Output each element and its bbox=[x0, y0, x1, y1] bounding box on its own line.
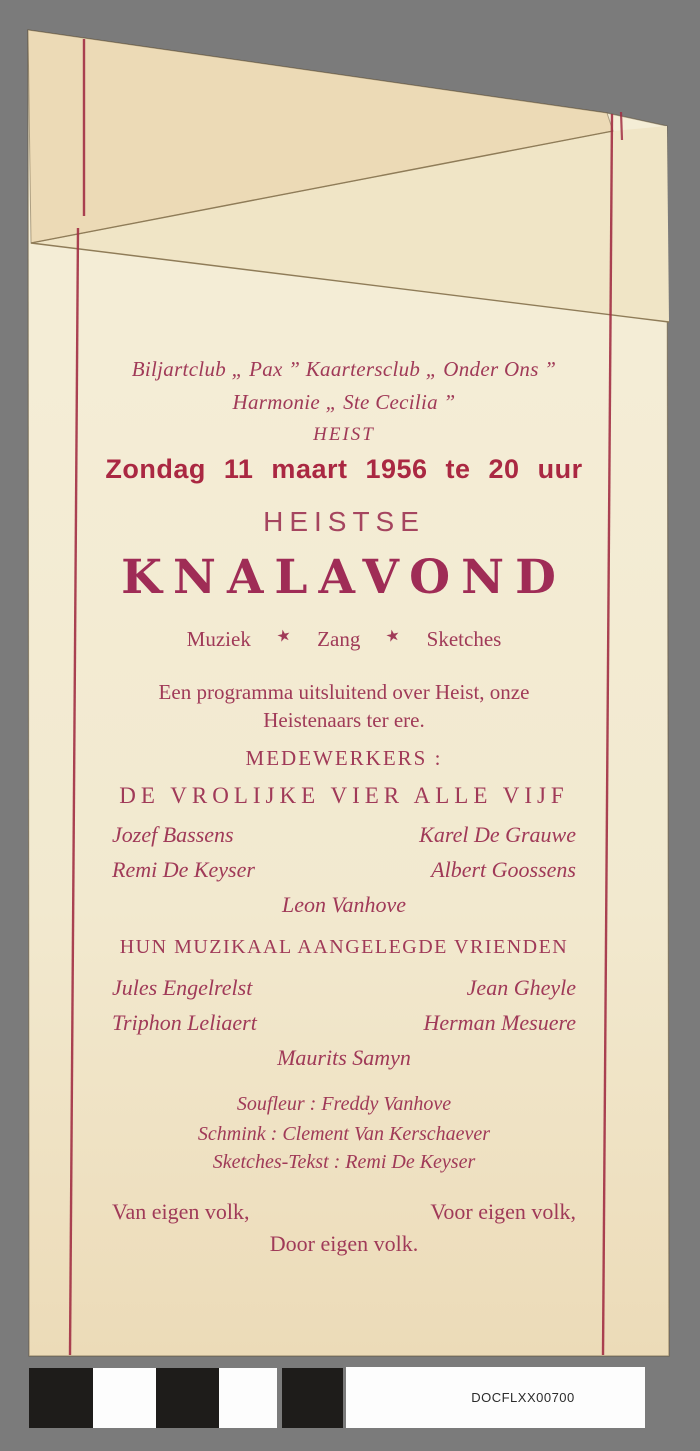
friend-row bbox=[112, 1011, 576, 1034]
friend-name: Jean Gheyle bbox=[466, 975, 576, 1000]
friend-name: Jules Engelrelst bbox=[112, 975, 253, 1000]
slogan-row bbox=[112, 1200, 576, 1223]
genre-muziek: Muziek bbox=[186, 627, 251, 651]
scan-id-label: DOCFLXX00700 bbox=[346, 1367, 645, 1428]
slogan-left: Van eigen volk, bbox=[112, 1199, 250, 1224]
friends-heading: HUN MUZIKAAL AANGELEGDE VRIENDEN bbox=[119, 936, 569, 958]
intro-line-1: Een programma uitsluitend over Heist, onze bbox=[158, 680, 530, 704]
event-date: Zondag 11 maart 1956 te 20 uur bbox=[105, 454, 583, 484]
calibration-square-black bbox=[282, 1368, 343, 1428]
friend-name-center: Maurits Samyn bbox=[277, 1045, 411, 1070]
genre-zang: Zang bbox=[317, 627, 361, 651]
credit-sketches-tekst: Sketches-Tekst : Remi De Keyser bbox=[212, 1151, 476, 1173]
calibration-square-white bbox=[219, 1368, 277, 1428]
group-name: DE VROLIJKE VIER ALLE VIJF bbox=[119, 783, 569, 808]
clubs-line-1: Biljartclub „ Pax ” Kaartersclub „ Onder Ons ” bbox=[131, 357, 557, 381]
member-row bbox=[112, 858, 576, 881]
slogan-center: Door eigen volk. bbox=[269, 1231, 419, 1256]
genres-line bbox=[78, 628, 610, 650]
friend-name: Triphon Leliaert bbox=[112, 1010, 257, 1035]
clubs-line-2: Harmonie „ Ste Cecilia ” bbox=[232, 390, 456, 414]
genre-sketches: Sketches bbox=[426, 627, 502, 651]
star-icon: ★ bbox=[384, 626, 403, 646]
member-name-center: Leon Vanhove bbox=[281, 892, 407, 917]
medewerkers-heading: MEDEWERKERS : bbox=[245, 746, 443, 770]
member-name: Karel De Grauwe bbox=[419, 822, 576, 847]
calibration-square-black bbox=[156, 1368, 219, 1428]
credit-schmink: Schmink : Clement Van Kerschaever bbox=[197, 1123, 491, 1145]
event-title-prefix: HEISTSE bbox=[263, 506, 425, 537]
intro-line-2: Heistenaars ter ere. bbox=[263, 708, 425, 732]
member-row bbox=[112, 823, 576, 846]
calibration-square-white bbox=[93, 1368, 156, 1428]
friend-row bbox=[112, 976, 576, 999]
calibration-square-black bbox=[29, 1368, 93, 1428]
star-icon: ★ bbox=[275, 626, 293, 646]
member-name: Albert Goossens bbox=[431, 857, 576, 882]
friend-name: Herman Mesuere bbox=[423, 1010, 576, 1035]
place-name: HEIST bbox=[313, 424, 375, 445]
credit-soufleur: Soufleur : Freddy Vanhove bbox=[236, 1093, 452, 1115]
member-name: Remi De Keyser bbox=[112, 857, 255, 882]
flyer-content bbox=[78, 0, 610, 1451]
event-title: KNALAVOND bbox=[121, 550, 567, 605]
slogan-right: Voor eigen volk, bbox=[430, 1199, 576, 1224]
margin-rule-flap-right bbox=[621, 112, 622, 140]
member-name: Jozef Bassens bbox=[112, 822, 234, 847]
